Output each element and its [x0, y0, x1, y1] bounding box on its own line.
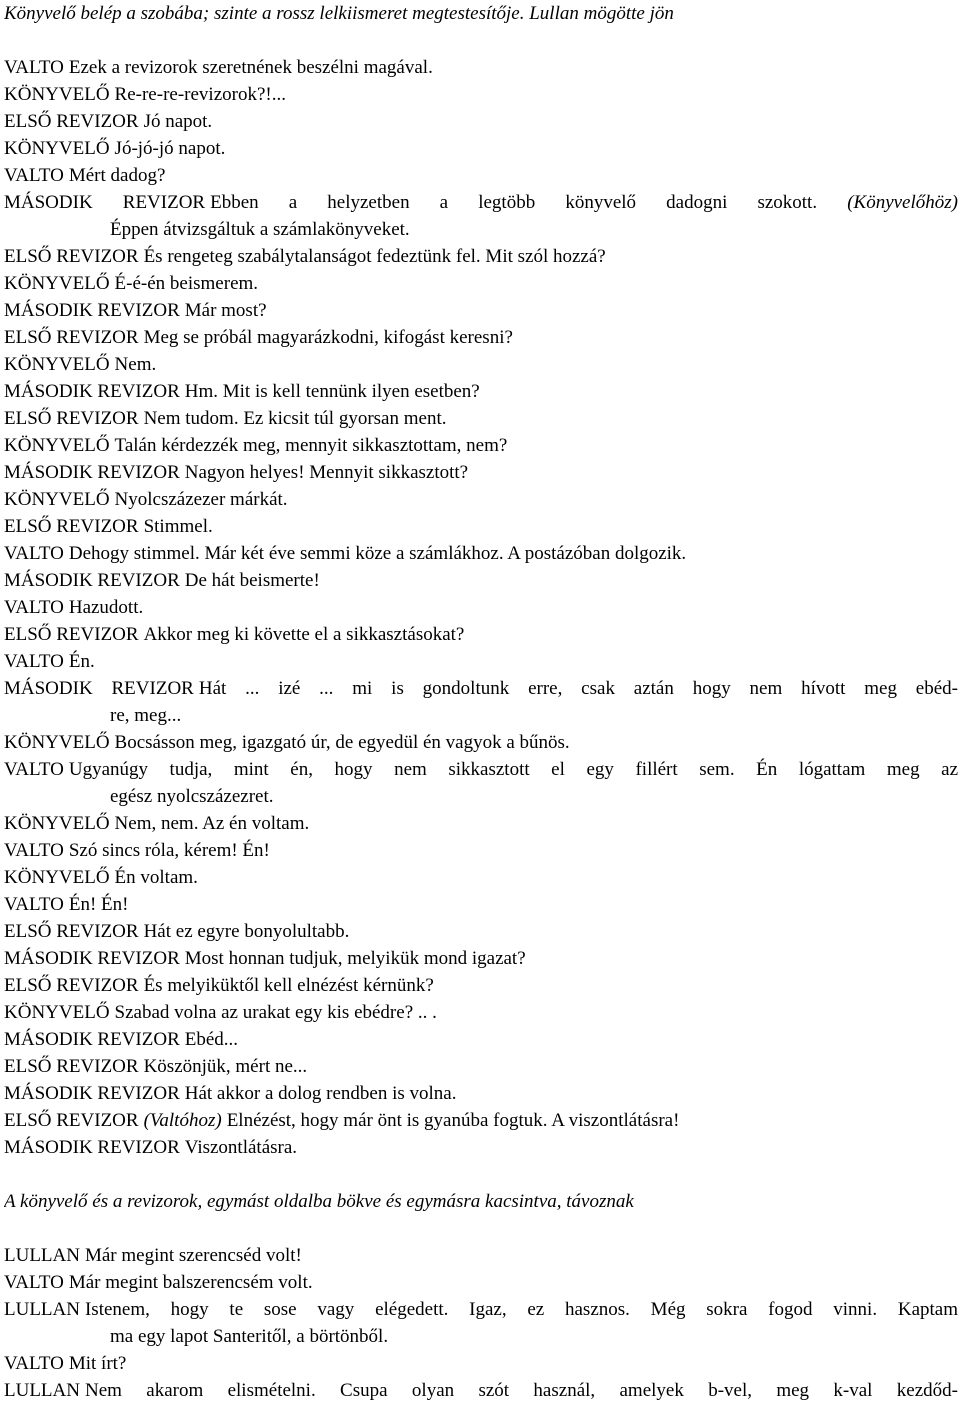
speaker-name: MÁSODIK REVIZOR — [4, 381, 180, 402]
speaker-name: VALTO — [4, 894, 64, 915]
speaker-name: MÁSODIK REVIZOR — [4, 948, 180, 969]
dialogue-line — [4, 54, 433, 81]
speaker-name: VALTO — [4, 543, 64, 564]
speaker-name: MÁSODIK REVIZOR — [4, 462, 180, 483]
speaker-name: ELSŐ REVIZOR — [4, 111, 139, 132]
dialogue-line — [4, 108, 212, 135]
dialogue-line — [4, 1296, 958, 1323]
speaker-name: ELSŐ REVIZOR — [4, 1056, 139, 1077]
dialogue-line — [4, 1053, 307, 1080]
dialogue-text: Már megint szerencséd volt! — [84, 1245, 302, 1266]
dialogue-line — [4, 1242, 302, 1269]
dialogue-line — [4, 297, 267, 324]
dialogue-text: Ugyanúgy tudja, mint én, hogy nem sikkasztott el egy fillért sem. Én lógattam meg az — [68, 759, 958, 780]
dialogue-text: Mért dadog? — [68, 165, 166, 186]
dialogue-line — [4, 1377, 958, 1404]
dialogue-continuation: Éppen átvizsgáltuk a számlakönyveket. — [110, 219, 410, 240]
dialogue-line — [4, 999, 437, 1026]
speaker-name: MÁSODIK REVIZOR — [4, 570, 180, 591]
dialogue-text: De hát beismerte! — [184, 570, 320, 591]
speaker-name: VALTO — [4, 597, 64, 618]
dialogue-text: Hát ez egyre bonyolultabb. — [143, 921, 350, 942]
dialogue-line — [4, 378, 480, 405]
dialogue-text: És melyiküktől kell elnézést kérnünk? — [143, 975, 434, 996]
dialogue-line — [4, 270, 258, 297]
speaker-name: ELSŐ REVIZOR — [4, 408, 139, 429]
speaker-name: MÁSODIK REVIZOR — [4, 1029, 180, 1050]
dialogue-text: Szabad volna az urakat egy kis ebédre? .. . — [114, 1002, 437, 1023]
dialogue-text: Akkor meg ki követte el a sikkasztásokat? — [143, 624, 465, 645]
dialogue-text: Most honnan tudjuk, melyikük mond igazat? — [184, 948, 526, 969]
dialogue-text: Én! Én! — [68, 894, 129, 915]
dialogue-continuation: ma egy lapot Santeritől, a börtönből. — [110, 1326, 389, 1347]
speaker-name: KÖNYVELŐ — [4, 732, 110, 753]
stage-direction: Könyvelő belép a szobába; szinte a rossz lelkiismeret megtestesítője. Lullan mögötte jön — [4, 3, 674, 24]
dialogue-text: Nagyon helyes! Mennyit sikkasztott? — [184, 462, 469, 483]
speaker-name: KÖNYVELŐ — [4, 435, 110, 456]
dialogue-line — [4, 891, 128, 918]
dialogue-line — [4, 621, 464, 648]
speaker-name: ELSŐ REVIZOR — [4, 921, 139, 942]
dialogue-text: Jó napot. — [143, 111, 213, 132]
dialogue-text: Már most? — [184, 300, 267, 321]
dialogue-text: Bocsásson meg, igazgató úr, de egyedül én vagyok a bűnös. — [114, 732, 570, 753]
dialogue-line — [4, 648, 95, 675]
speaker-name: MÁSODIK REVIZOR — [4, 300, 180, 321]
dialogue-line — [4, 837, 270, 864]
speaker-name: LULLAN — [4, 1245, 80, 1266]
speaker-name: VALTO — [4, 759, 64, 780]
dialogue-line — [4, 756, 958, 783]
dialogue-text: És rengeteg szabálytalanságot fedeztünk fel. Mit szól hozzá? — [143, 246, 606, 267]
dialogue-text: Nem tudom. Ez kicsit túl gyorsan ment. — [143, 408, 447, 429]
speaker-name: KÖNYVELŐ — [4, 273, 110, 294]
dialogue-line — [4, 459, 468, 486]
dialogue-line — [4, 486, 288, 513]
dialogue-line — [4, 918, 349, 945]
dialogue-line — [4, 675, 958, 702]
dialogue-line — [4, 432, 507, 459]
dialogue-line — [4, 1107, 679, 1134]
dialogue-line — [4, 1026, 238, 1053]
dialogue-line — [4, 405, 446, 432]
dialogue-line — [4, 513, 213, 540]
dialogue-continuation: egész nyolcszázezret. — [110, 786, 274, 807]
speaker-name: KÖNYVELŐ — [4, 489, 110, 510]
speaker-name: LULLAN — [4, 1299, 80, 1320]
speaker-name: VALTO — [4, 165, 64, 186]
stage-direction: A könyvelő és a revizorok, egymást oldalba bökve és egymásra kacsintva, távoznak — [4, 1191, 634, 1212]
speaker-name: VALTO — [4, 840, 64, 861]
dialogue-text: Talán kérdezzék meg, mennyit sikkasztottam, nem? — [114, 435, 508, 456]
speaker-name: VALTO — [4, 1272, 64, 1293]
dialogue-text: Szó sincs róla, kérem! Én! — [68, 840, 270, 861]
dialogue-line — [4, 1269, 313, 1296]
dialogue-text: Meg se próbál magyarázkodni, kifogást keresni? — [143, 327, 513, 348]
inline-stage-direction: (Könyvelőhöz) — [847, 192, 958, 213]
dialogue-text: Hazudott. — [68, 597, 144, 618]
speaker-name: KÖNYVELŐ — [4, 354, 110, 375]
dialogue-text: Hát ... izé ... mi is gondoltunk erre, csak aztán hogy nem hívott meg ebéd- — [198, 678, 958, 699]
dialogue-text: Dehogy stimmel. Már két éve semmi köze a számlákhoz. A postázóban dolgozik. — [68, 543, 687, 564]
dialogue-line — [4, 162, 165, 189]
dialogue-text: Re-re-re-revizorok?!... — [114, 84, 286, 105]
speaker-name: KÖNYVELŐ — [4, 867, 110, 888]
speaker-name: MÁSODIK REVIZOR — [4, 678, 194, 699]
inline-stage-direction: (Valtóhoz) — [143, 1110, 222, 1131]
dialogue-text: Ezek a revizorok szeretnének beszélni magával. — [68, 57, 433, 78]
speaker-name: LULLAN — [4, 1380, 80, 1401]
dialogue-text: Nyolcszázezer márkát. — [114, 489, 288, 510]
dialogue-line — [4, 135, 225, 162]
speaker-name: KÖNYVELŐ — [4, 1002, 110, 1023]
dialogue-text: Nem. — [114, 354, 157, 375]
dialogue-text: Elnézést, hogy már önt is gyanúba fogtuk. A viszontlátásra! — [226, 1110, 680, 1131]
dialogue-text: Hát akkor a dolog rendben is volna. — [184, 1083, 457, 1104]
dialogue-text: Stimmel. — [143, 516, 213, 537]
dialogue-line — [4, 945, 526, 972]
dialogue-text: Ebéd... — [184, 1029, 239, 1050]
dialogue-line — [4, 1134, 297, 1161]
dialogue-text: É-é-én beismerem. — [114, 273, 259, 294]
dialogue-line — [4, 540, 686, 567]
dialogue-line — [4, 810, 309, 837]
dialogue-text: Már megint balszerencsém volt. — [68, 1272, 313, 1293]
dialogue-text: Jó-jó-jó napot. — [114, 138, 226, 159]
speaker-name: ELSŐ REVIZOR — [4, 327, 139, 348]
dialogue-line — [4, 972, 434, 999]
dialogue-text: Viszontlátásra. — [184, 1137, 298, 1158]
dialogue-line — [4, 729, 570, 756]
speaker-name: MÁSODIK REVIZOR — [4, 192, 206, 213]
dialogue-line — [4, 81, 286, 108]
speaker-name: MÁSODIK REVIZOR — [4, 1137, 180, 1158]
dialogue-line — [4, 351, 156, 378]
dialogue-line — [4, 567, 320, 594]
dialogue-text: Nem, nem. Az én voltam. — [114, 813, 310, 834]
speaker-name: VALTO — [4, 651, 64, 672]
speaker-name: KÖNYVELŐ — [4, 138, 110, 159]
dialogue-text: Nem akarom elismételni. Csupa olyan szót használ, amelyek b-vel, meg k-val kezdőd- — [84, 1380, 958, 1401]
dialogue-line — [4, 1350, 126, 1377]
dialogue-line — [4, 243, 606, 270]
dialogue-line — [4, 864, 198, 891]
script-page — [4, 0, 958, 1414]
dialogue-line — [4, 189, 958, 216]
speaker-name: KÖNYVELŐ — [4, 813, 110, 834]
dialogue-text: Én. — [68, 651, 95, 672]
dialogue-continuation: re, meg... — [110, 705, 182, 726]
speaker-name: VALTO — [4, 1353, 64, 1374]
dialogue-text: Istenem, hogy te sose vagy elégedett. Igaz, ez hasznos. Még sokra fogod vinni. Kaptam — [84, 1299, 958, 1320]
speaker-name: ELSŐ REVIZOR — [4, 516, 139, 537]
dialogue-line — [4, 324, 513, 351]
dialogue-text: Én voltam. — [114, 867, 198, 888]
speaker-name: VALTO — [4, 57, 64, 78]
speaker-name: ELSŐ REVIZOR — [4, 624, 139, 645]
dialogue-line — [4, 594, 143, 621]
speaker-name: ELSŐ REVIZOR — [4, 1110, 139, 1131]
dialogue-text: Mit írt? — [68, 1353, 127, 1374]
speaker-name: ELSŐ REVIZOR — [4, 975, 139, 996]
dialogue-text: Ebben a helyzetben a legtöbb könyvelő dadogni szokott. — [210, 192, 848, 213]
speaker-name: MÁSODIK REVIZOR — [4, 1083, 180, 1104]
dialogue-line — [4, 1080, 456, 1107]
speaker-name: KÖNYVELŐ — [4, 84, 110, 105]
dialogue-text: Hm. Mit is kell tennünk ilyen esetben? — [184, 381, 480, 402]
speaker-name: ELSŐ REVIZOR — [4, 246, 139, 267]
dialogue-text: Köszönjük, mért ne... — [143, 1056, 308, 1077]
